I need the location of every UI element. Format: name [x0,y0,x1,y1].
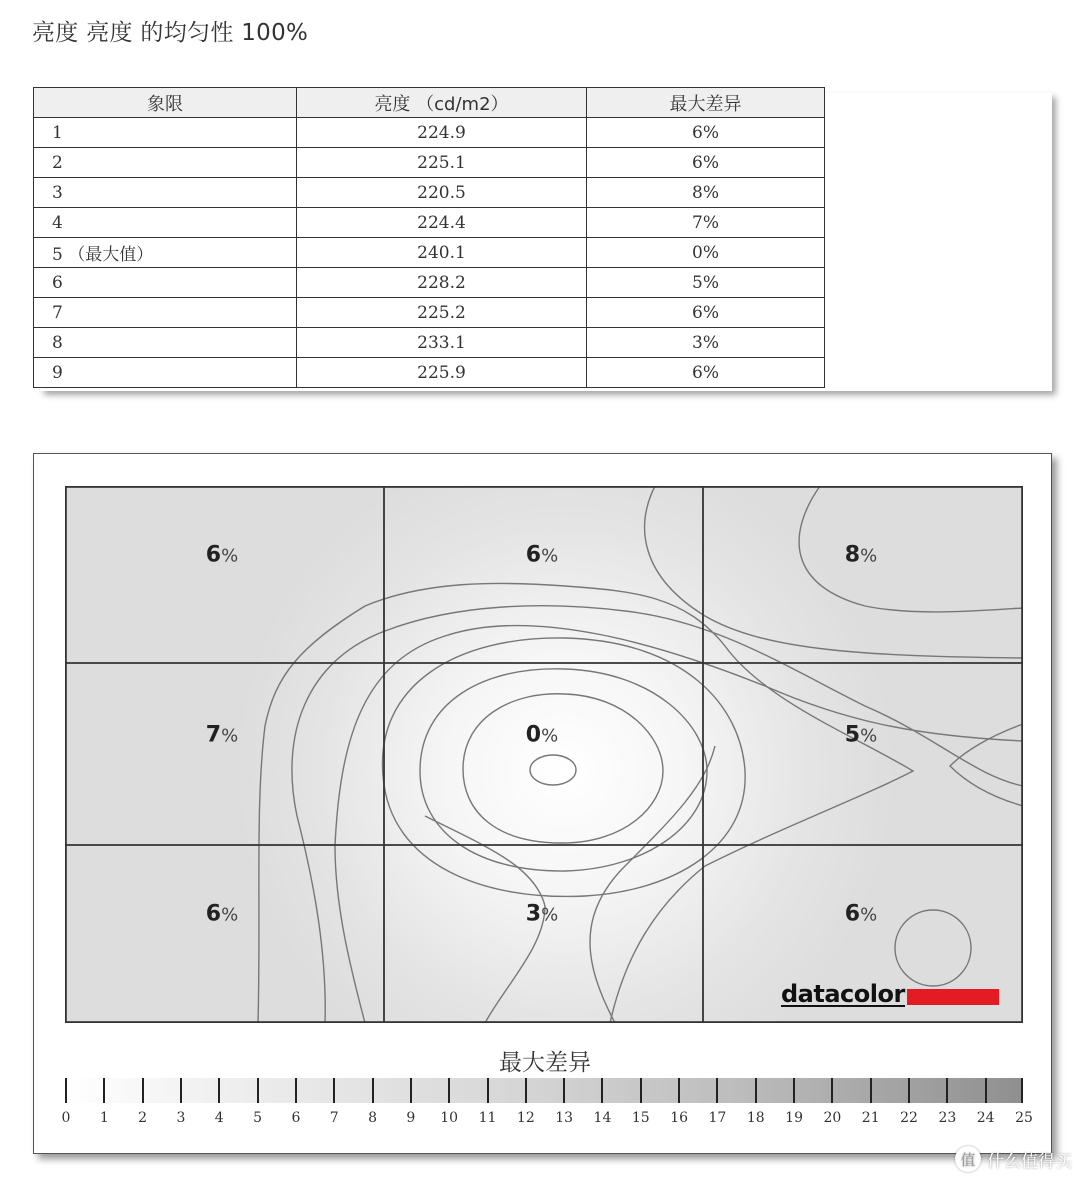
scale-label: 21 [861,1110,880,1126]
scale-label: 7 [329,1110,339,1126]
cell-quadrant: 4 [34,208,297,238]
cell-max-diff: 6% [587,358,825,388]
cell-max-diff: 8% [587,178,825,208]
scale-tick [870,1078,872,1103]
scale-tick [333,1078,335,1103]
header-luminance: 亮度 （cd/m2） [297,88,587,118]
scale-tick [372,1078,374,1103]
scale-label: 25 [1015,1110,1033,1126]
cell-luminance: 225.2 [297,298,587,328]
quadrant-1-label: 6% [205,542,239,568]
scale-label: 23 [938,1110,957,1126]
cell-luminance: 240.1 [297,238,587,268]
scale-tick [295,1078,297,1103]
scale-tick [716,1078,718,1103]
cell-max-diff: 0% [587,238,825,268]
scale-label: 24 [976,1110,995,1126]
scale-tick [525,1078,527,1103]
quadrant-9-label: 6% [844,901,878,927]
cell-luminance: 228.2 [297,268,587,298]
scale-label: 2 [138,1110,148,1126]
quadrant-3-label: 8% [844,542,878,568]
cell-quadrant: 9 [34,358,297,388]
scale-label: 5 [253,1110,263,1126]
cell-max-diff: 7% [587,208,825,238]
table-row [34,148,825,178]
uniformity-table [33,87,825,388]
legend-title-text: 最大差异 [499,1050,591,1076]
uniformity-heatmap [65,486,1023,1023]
scale-label: 1 [99,1110,109,1126]
header-max-diff: 最大差异 [587,88,825,118]
color-scale-bar [65,1078,1023,1103]
scale-tick [601,1078,603,1103]
quadrant-6-label: 5% [844,722,878,748]
table-header-row [34,88,825,118]
cell-luminance: 220.5 [297,178,587,208]
header-quadrant: 象限 [34,88,297,118]
cell-luminance: 224.4 [297,208,587,238]
scale-label: 22 [900,1110,918,1126]
watermark-text: 什么值得买 [987,1151,1072,1172]
scale-label: 16 [670,1110,689,1126]
datacolor-logo [781,980,999,1008]
quadrant-7-label: 6% [205,901,239,927]
scale-label: 4 [214,1110,224,1126]
scale-tick [640,1078,642,1103]
page-title: 亮度 亮度 的均匀性 100% [32,20,309,46]
cell-luminance: 233.1 [297,328,587,358]
scale-tick [985,1078,987,1103]
cell-max-diff: 3% [587,328,825,358]
watermark [955,1146,1072,1172]
scale-tick [487,1078,489,1103]
table-row [34,118,825,148]
quadrant-4-label: 7% [205,722,239,748]
table-row [34,208,825,238]
scale-tick [65,1078,67,1103]
scale-label: 20 [823,1110,842,1126]
scale-label: 14 [593,1110,612,1126]
watermark-logo-icon: 值 [955,1146,981,1172]
cell-quadrant: 5 （最大值） [34,238,297,268]
scale-label: 3 [176,1110,186,1126]
cell-luminance: 225.9 [297,358,587,388]
scale-tick [218,1078,220,1103]
cell-max-diff: 6% [587,298,825,328]
table-row [34,178,825,208]
legend-title [0,1044,1080,1077]
table-row [34,358,825,388]
cell-max-diff: 6% [587,148,825,178]
scale-label: 9 [406,1110,416,1126]
cell-max-diff: 5% [587,268,825,298]
scale-tick [793,1078,795,1103]
scale-tick [410,1078,412,1103]
scale-tick [142,1078,144,1103]
scale-tick [448,1078,450,1103]
scale-tick [180,1078,182,1103]
cell-quadrant: 3 [34,178,297,208]
scale-label: 13 [555,1110,574,1126]
quadrant-5-label: 0% [525,722,559,748]
scale-label: 0 [61,1110,71,1126]
logo-red-bar [907,989,999,1005]
scale-label: 12 [516,1110,535,1126]
scale-tick [755,1078,757,1103]
quadrant-2-label: 6% [525,542,559,568]
scale-label: 11 [478,1110,497,1126]
cell-luminance: 224.9 [297,118,587,148]
scale-label: 19 [785,1110,803,1126]
scale-tick [678,1078,680,1103]
scale-tick [831,1078,833,1103]
scale-label: 18 [746,1110,765,1126]
scale-label: 10 [440,1110,459,1126]
scale-label: 8 [368,1110,378,1126]
quadrant-8-label: 3% [525,901,559,927]
scale-label: 17 [708,1110,727,1126]
cell-quadrant: 1 [34,118,297,148]
scale-tick [946,1078,948,1103]
cell-luminance: 225.1 [297,148,587,178]
scale-label: 6 [291,1110,301,1126]
logo-text: datacolor [781,980,905,1008]
cell-quadrant: 2 [34,148,297,178]
cell-quadrant: 8 [34,328,297,358]
table-row [34,238,825,268]
table-row [34,268,825,298]
table-row [34,328,825,358]
scale-tick [563,1078,565,1103]
scale-label: 15 [631,1110,650,1126]
scale-tick [908,1078,910,1103]
table-row [34,298,825,328]
cell-quadrant: 7 [34,298,297,328]
cell-quadrant: 6 [34,268,297,298]
scale-tick [1021,1078,1023,1103]
scale-tick [103,1078,105,1103]
scale-tick [257,1078,259,1103]
cell-max-diff: 6% [587,118,825,148]
